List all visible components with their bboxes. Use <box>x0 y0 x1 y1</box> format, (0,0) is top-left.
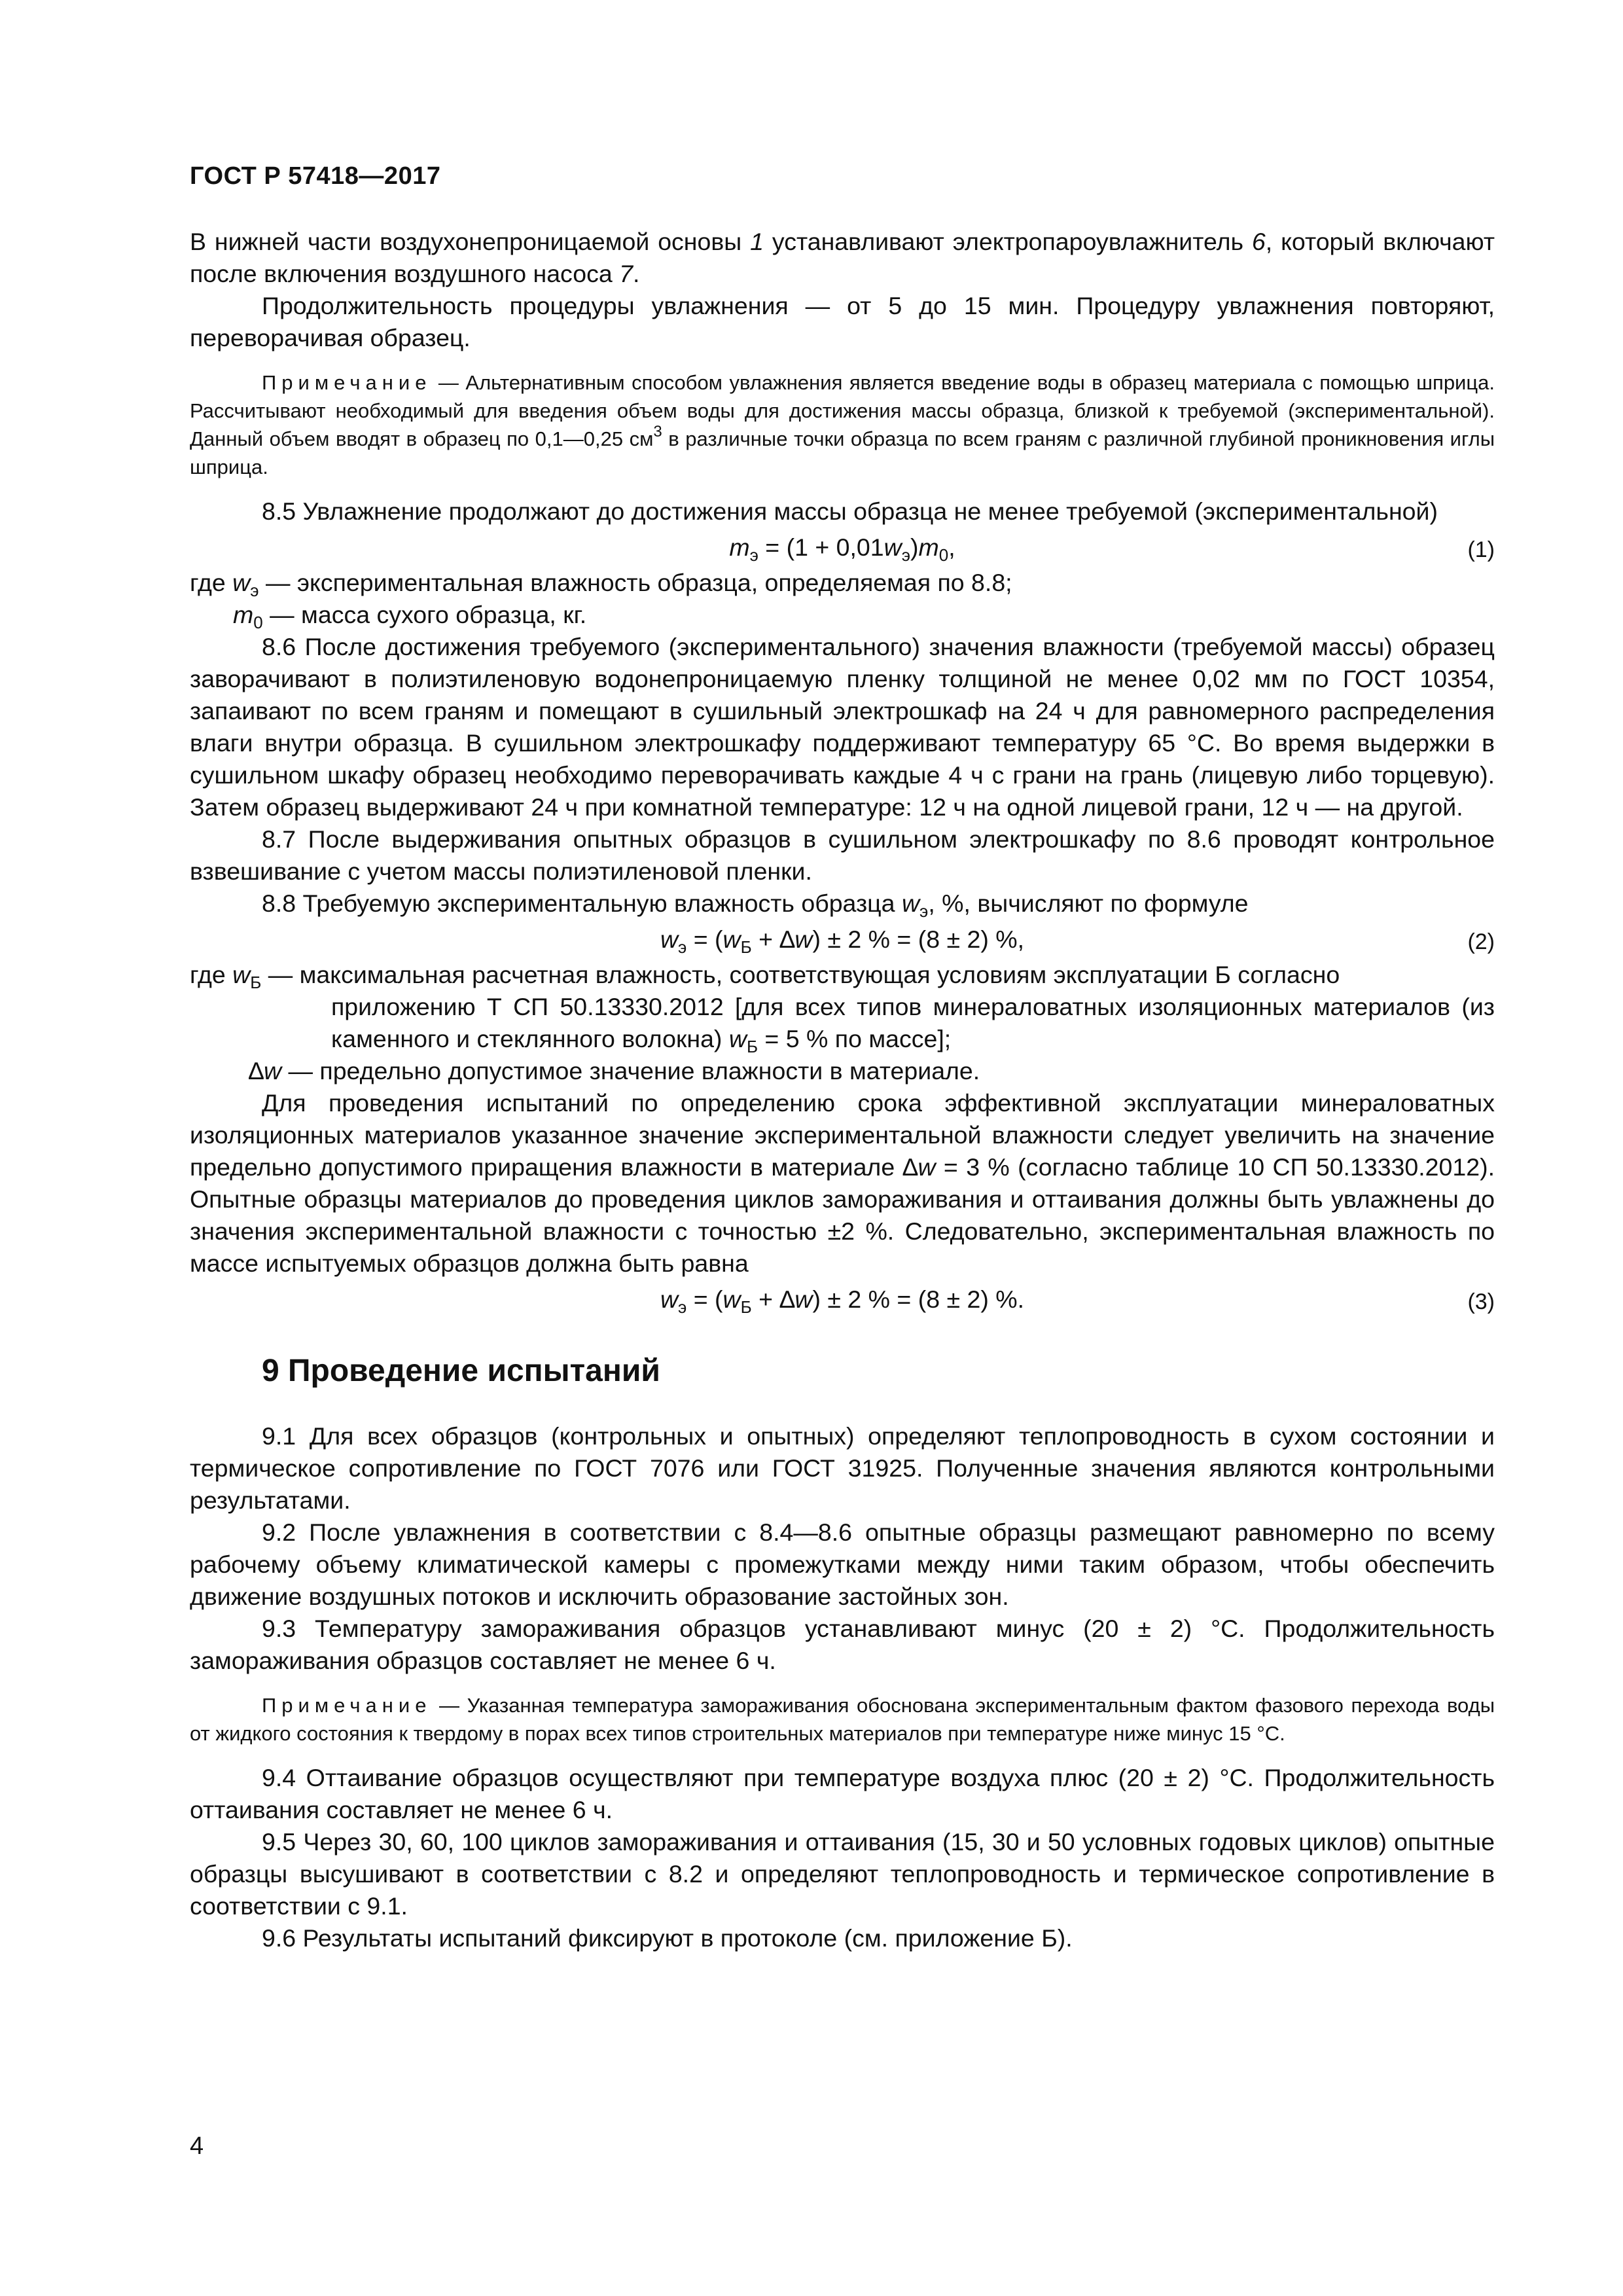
document-body <box>190 226 1495 1954</box>
where-m0: $m_0$ — масса сухого образца, кг. <box>233 601 587 632</box>
paragraph-9-1: 9.1 Для всех образцов (контрольных и опытных) определяют теплопроводность в сухом состоянии и термическое сопротивление по ГОСТ 7076 или ГОСТ 31925. Полученные значения являются контрольными результатами. <box>190 1422 1495 1514</box>
where-wb: где $w_Б$ — максимальная расчетная влажность, соответствующая условиям эксплуатации Б согласно <box>190 961 1340 992</box>
note-1 <box>190 368 1495 481</box>
formula-number: (2) <box>1467 929 1495 954</box>
where-dw: ∆w — предельно допустимое значение влажности в материале. <box>249 1057 980 1085</box>
ref-number: 7 <box>619 260 633 287</box>
ref-number: 1 <box>750 228 764 255</box>
text: устанавливают электропароувлажнитель <box>764 228 1252 255</box>
paragraph-8-5: 8.5 Увлажнение продолжают до достижения массы образца не менее требуемой (экспериментальной) <box>262 497 1438 525</box>
document-header: ГОСТ Р 57418—2017 <box>190 162 441 190</box>
paragraph-8-6: 8.6 После достижения требуемого (экспериментального) значения влажности (требуемой массы) образец заворачивают в полиэтиленовую водонепроницаемую пленку толщиной не менее 0,02 мм по ГОСТ 10354, запаивают по всем граням и помещают в сушильный электрошкаф на 24 ч для равномерного распределения влаги внутри образца. В сушильном электрошкафу поддерживают температуру 65 °С. Во время выдержки в сушильном шкафу образец необходимо переворачивать каждые 4 ч с грани на грань (лицевую либо торцевую). Затем образец выдерживают 24 ч при комнатной температуре: 12 ч на одной лицевой грани, 12 ч — на другой. <box>190 633 1495 821</box>
note-label: Примечание <box>262 1694 432 1717</box>
section-title-9: 9 Проведение испытаний <box>262 1354 660 1388</box>
superscript: 3 <box>653 423 662 440</box>
ref-number: 6 <box>1251 228 1266 255</box>
formula-2 <box>190 920 1495 959</box>
note-text: в различные точки образца по всем граням с различной глубиной проникновения иглы шприца. <box>190 427 1495 478</box>
paragraph-after-formula-2: Для проведения испытаний по определению срока эффективной эксплуатации минераловатных изоляционных материалов указанное значение экспериментальной влажности следует увеличить на значение предельно допустимого приращения влажности в материале ∆w = 3 % (согласно таблице 10 СП 50.13330.2012). Опытные образцы материалов до проведения циклов замораживания и оттаивания должны быть увлажнены до значения экспериментальной влажности с точностью ±2 %. Следовательно, экспериментальная влажность по массе испытуемых образцов должна быть равна <box>190 1089 1495 1277</box>
paragraph-9-5: 9.5 Через 30, 60, 100 циклов замораживания и оттаивания (15, 30 и 50 условных годовых циклов) опытные образцы высушивают в соответствии с 8.2 и определяют теплопроводность и термическое сопротивление в соответствии с 9.1. <box>190 1828 1495 1920</box>
where-we: где $w_э$ — экспериментальная влажность образца, определяемая по 8.8; <box>190 569 1012 600</box>
paragraph-intro-2: Продолжительность процедуры увлажнения — от 5 до 15 мин. Процедуру увлажнения повторяют, переворачивая образец. <box>190 292 1495 351</box>
paragraph-8-8: 8.8 Требуемую экспериментальную влажность образца $w_э$, %, вычисляют по формуле <box>262 889 1249 921</box>
page-number: 4 <box>190 2132 204 2160</box>
paragraph-9-3: 9.3 Температуру замораживания образцов устанавливают минус (20 ± 2) °С. Продолжительность замораживания образцов составляет не менее 6 ч. <box>190 1615 1495 1674</box>
text: , который включают после включения воздушного насоса <box>190 228 1495 287</box>
where-wb-continued: приложению Т СП 50.13330.2012 [для всех типов минераловатных изоляционных материалов (из каменного и стеклянного волокна) $w_Б = 5$ % по массе]; <box>331 993 1495 1056</box>
paragraph-9-4: 9.4 Оттаивание образцов осуществляют при температуре воздуха плюс (20 ± 2) °С. Продолжительность оттаивания составляет не менее 6 ч. <box>190 1764 1495 1823</box>
paragraph-9-6: 9.6 Результаты испытаний фиксируют в протоколе (см. приложение Б). <box>262 1924 1073 1952</box>
note-label: Примечание <box>262 371 432 394</box>
formula-number: (3) <box>1467 1289 1495 1314</box>
formula-3 <box>190 1280 1495 1319</box>
note-text: — Указанная температура замораживания обоснована экспериментальным фактом фазового перехода воды от жидкого состояния к твердому в порах всех типов строительных материалов при температуре ниже минус 15 °С. <box>190 1694 1495 1745</box>
note-text: — Альтернативным способом увлажнения является введение воды в образец материала с помощью шприца. Рассчитывают необходимый для введения объем воды для достижения массы образца, близкой к требуемой (экспериментальной). Данный объем вводят в образец по 0,1—0,25 см <box>190 371 1495 450</box>
text: В нижней части воздухонепроницаемой основы <box>190 228 751 255</box>
formula-body: $w_э = (w_Б + \Delta w) \pm 2$ % = (8 ± 2) %, <box>660 925 1025 957</box>
paragraph-8-7: 8.7 После выдерживания опытных образцов в сушильном электрошкафу по 8.6 проводят контрольное взвешивание с учетом массы полиэтиленовой пленки. <box>190 825 1495 885</box>
formula-body: $w_э = (w_Б + \Delta w) \pm 2$ % = (8 ± 2) %. <box>660 1285 1025 1317</box>
paragraph-9-2: 9.2 После увлажнения в соответствии с 8.4—8.6 опытные образцы размещают равномерно по всему рабочему объему климатической камеры с промежутками между ними таким образом, чтобы обеспечить движение воздушных потоков и исключить образование застойных зон. <box>190 1518 1495 1610</box>
formula-1 <box>190 528 1495 567</box>
paragraph-intro-1 <box>190 226 1495 290</box>
note-2 <box>190 1691 1495 1748</box>
formula-body: $m_э = (1 + 0,01w_э)m_0$, <box>729 533 955 565</box>
formula-number: (1) <box>1467 537 1495 562</box>
text: . <box>632 260 640 287</box>
